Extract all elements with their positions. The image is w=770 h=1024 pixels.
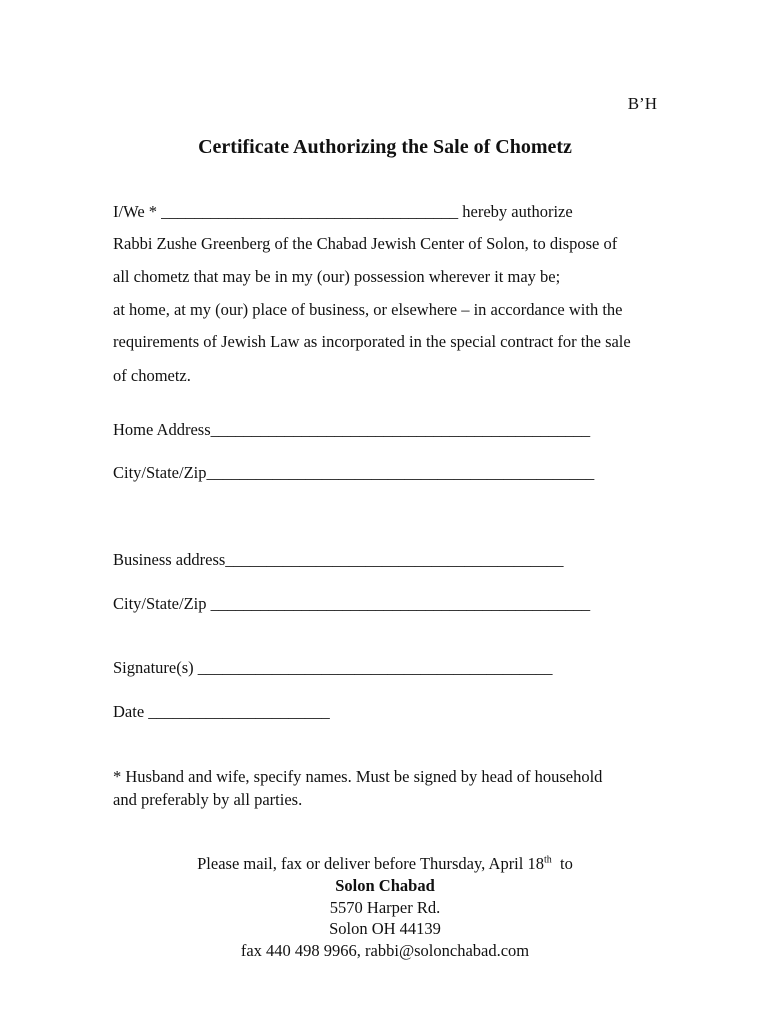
footer-org-name: Solon Chabad (335, 876, 435, 895)
footer-street: 5570 Harper Rd. (329, 898, 441, 917)
authorization-line-2: Rabbi Zushe Greenberg of the Chabad Jewish Center of Solon, to dispose of (113, 234, 618, 253)
footer-instruction-text: Please mail, fax or deliver before Thursday, April 18 (197, 854, 544, 873)
bh-header-mark: B’H (627, 94, 657, 113)
footer-instruction-sup: th (543, 854, 552, 866)
note-line-1: * Husband and wife, specify names. Must be signed by head of household (113, 767, 603, 786)
business-city-state-zip-field[interactable]: City/State/Zip ______________________________________________ (113, 594, 591, 613)
note-line-2: and preferably by all parties. (113, 790, 303, 809)
footer-instruction-to: to (551, 854, 573, 873)
authorization-line-6: of chometz. (113, 366, 191, 385)
authorization-line-3: all chometz that may be in my (our) possession wherever it may be; (113, 267, 561, 286)
signature-field[interactable]: Signature(s) ___________________________________________ (113, 658, 553, 677)
authorization-name-blank[interactable]: ____________________________________ (161, 202, 459, 221)
authorization-line-1 (113, 202, 573, 222)
business-address-field[interactable]: Business address_________________________________________ (113, 550, 564, 569)
date-field[interactable]: Date ______________________ (113, 702, 330, 721)
home-city-state-zip-field[interactable]: City/State/Zip_______________________________________________ (113, 463, 595, 482)
footer-instruction (0, 854, 770, 874)
footer-city: Solon OH 44139 (329, 919, 441, 938)
authorization-line-5: requirements of Jewish Law as incorporated in the special contract for the sale (113, 332, 631, 351)
home-address-field[interactable]: Home Address______________________________________________ (113, 420, 591, 439)
footer-contact[interactable]: fax 440 498 9966, rabbi@solonchabad.com (240, 941, 530, 960)
authorization-line-4: at home, at my (our) place of business, or elsewhere – in accordance with the (113, 300, 623, 319)
authorization-name-prefix: I/We * (113, 202, 158, 221)
page-title: Certificate Authorizing the Sale of Chometz (198, 136, 572, 158)
authorization-name-suffix: hereby authorize (462, 202, 573, 221)
